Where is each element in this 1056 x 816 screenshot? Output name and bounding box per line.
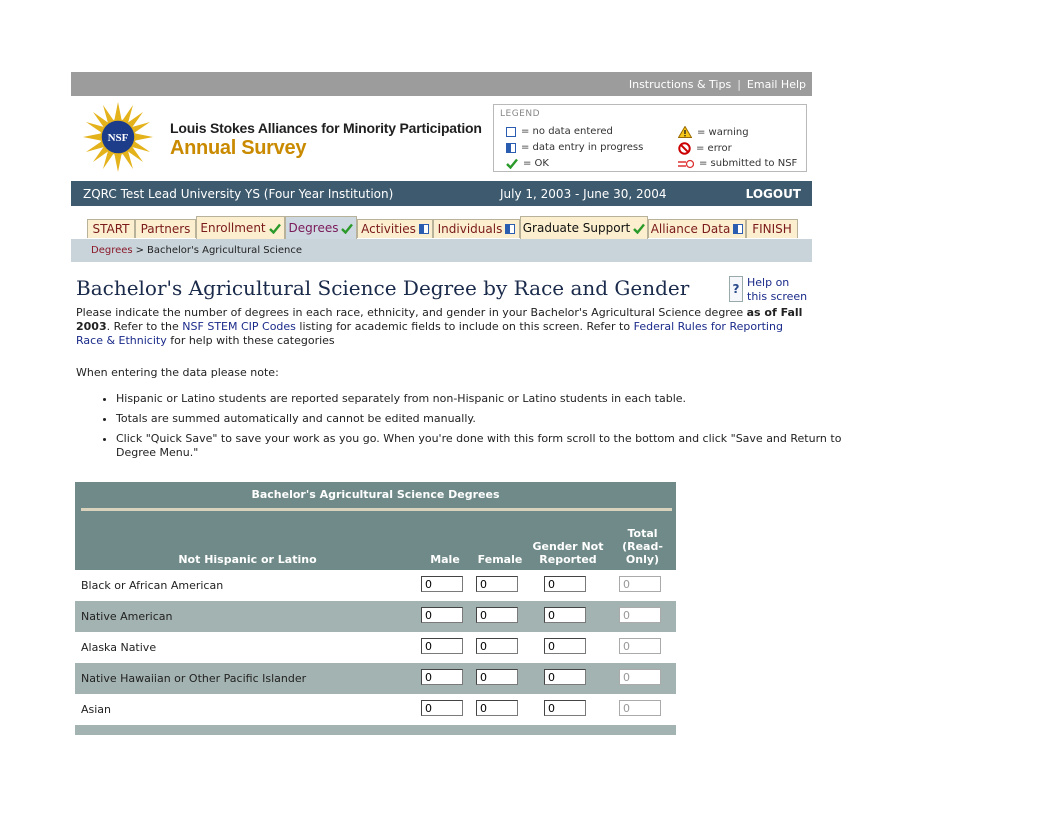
org-name: Louis Stokes Alliances for Minority Participation	[170, 120, 482, 136]
tab-label: Enrollment	[200, 221, 266, 235]
female-input[interactable]	[476, 607, 518, 623]
total-readonly-field	[619, 638, 661, 654]
submitted-icon	[678, 159, 694, 169]
gender-not-reported-input[interactable]	[544, 576, 586, 592]
empty-square-icon	[506, 127, 516, 137]
utility-bar	[71, 72, 812, 96]
intro-part: . Refer to the	[106, 320, 183, 333]
legend-ok	[506, 158, 549, 169]
row-label: Black or African American	[81, 579, 224, 592]
legend-label: = submitted to NSF	[699, 158, 798, 169]
tab-individuals[interactable]	[433, 219, 520, 238]
notes-list	[76, 392, 852, 466]
nsf-logo	[83, 102, 153, 172]
male-input[interactable]	[421, 607, 463, 623]
col-gender-not-reported	[527, 540, 609, 566]
intro-text	[76, 306, 812, 348]
gender-not-reported-input[interactable]	[544, 700, 586, 716]
table-row	[75, 632, 676, 663]
survey-page	[71, 72, 812, 262]
male-input[interactable]	[421, 638, 463, 654]
email-help-link[interactable]: Email Help	[746, 77, 806, 91]
table-footer	[75, 725, 676, 735]
tab-label: Partners	[140, 222, 191, 236]
table-caption: Bachelor's Agricultural Science Degrees	[251, 488, 500, 501]
check-icon	[633, 223, 645, 234]
tab-bar	[71, 206, 812, 239]
check-icon	[269, 223, 281, 234]
total-readonly-field	[619, 700, 661, 716]
legend-submitted	[678, 158, 797, 169]
help-on-screen[interactable]	[729, 276, 807, 304]
header	[71, 96, 812, 181]
legend-label: = error	[696, 143, 732, 154]
warning-icon	[678, 126, 692, 138]
intro-part: for help with these categories	[166, 334, 335, 347]
total-readonly-field	[619, 669, 661, 685]
intro-part: listing for academic fields to include on this screen. Refer to	[295, 320, 634, 333]
col-label: Only)	[625, 553, 660, 566]
legend-no-data	[506, 126, 613, 137]
intro-bold: as of Fall 2003	[76, 306, 803, 333]
col-label: (Read-	[622, 540, 663, 553]
institution-name: ZQRC Test Lead University YS (Four Year Institution)	[83, 186, 394, 201]
breadcrumb-degrees-link[interactable]: Degrees	[91, 245, 133, 256]
tab-label: Degrees	[288, 221, 339, 235]
error-icon	[678, 142, 691, 155]
instructions-link[interactable]: Instructions & Tips	[628, 77, 732, 91]
tab-activities[interactable]	[357, 219, 433, 238]
table-row	[75, 570, 676, 601]
col-label: Reported	[539, 553, 597, 566]
row-label: Native Hawaiian or Other Pacific Islander	[81, 672, 307, 685]
intro-part: Please indicate the number of degrees in each race, ethnicity, and gender in your Bachelor's Agricultural Science degree	[76, 306, 747, 319]
user-bar	[71, 181, 812, 206]
row-label: Asian	[81, 703, 112, 716]
tab-alliance-data[interactable]	[648, 219, 746, 238]
degrees-table	[75, 482, 676, 735]
survey-name: Annual Survey	[170, 137, 307, 159]
total-readonly-field	[619, 576, 661, 592]
tab-label: Individuals	[437, 222, 503, 236]
logout-button[interactable]: LOGOUT	[745, 186, 801, 201]
col-male: Male	[430, 553, 460, 566]
table-row	[75, 663, 676, 694]
list-item: • Click "Quick Save" to save your work as you go. When you're done with this form scroll to the bottom and click "Save and Return to Degree Menu."	[116, 432, 852, 460]
tab-enrollment[interactable]	[196, 216, 285, 239]
male-input[interactable]	[421, 700, 463, 716]
male-input[interactable]	[421, 669, 463, 685]
legend-in-progress	[506, 142, 643, 153]
legend-error	[678, 142, 732, 155]
legend-label: = no data entered	[521, 126, 613, 137]
male-input[interactable]	[421, 576, 463, 592]
help-link[interactable]	[747, 276, 807, 304]
logo-text: NSF	[107, 132, 129, 144]
check-icon	[341, 223, 353, 234]
gender-not-reported-input[interactable]	[544, 638, 586, 654]
table-row	[75, 694, 676, 725]
table-header	[75, 482, 676, 570]
female-input[interactable]	[476, 669, 518, 685]
group-header: Not Hispanic or Latino	[178, 553, 317, 566]
status-legend	[493, 104, 807, 172]
breadcrumb-separator: >	[135, 245, 144, 256]
legend-title: LEGEND	[500, 109, 541, 119]
tab-label: FINISH	[752, 222, 792, 236]
tab-label: Graduate Support	[522, 221, 631, 235]
row-label: Alaska Native	[81, 641, 157, 654]
legend-label: = warning	[697, 126, 749, 138]
table-row	[75, 601, 676, 632]
half-square-icon	[505, 224, 515, 234]
col-total	[615, 527, 670, 566]
col-label: Gender Not	[532, 540, 604, 553]
org-title	[170, 120, 482, 160]
federal-rules-link[interactable]: Federal Rules for Reporting Race & Ethnicity	[76, 320, 783, 347]
female-input[interactable]	[476, 576, 518, 592]
col-label: Total	[627, 527, 658, 540]
tab-finish[interactable]	[746, 219, 798, 238]
help-icon[interactable]: ?	[729, 276, 743, 302]
half-square-icon	[733, 224, 743, 234]
female-input[interactable]	[476, 638, 518, 654]
check-icon	[506, 158, 518, 169]
tab-partners[interactable]	[135, 219, 196, 238]
half-square-icon	[419, 224, 429, 234]
list-item: • Hispanic or Latino students are reported separately from non-Hispanic or Latino students in each table.	[116, 392, 852, 406]
col-female: Female	[477, 553, 523, 566]
half-square-icon	[506, 143, 516, 153]
legend-label: = OK	[523, 158, 549, 169]
total-readonly-field	[619, 607, 661, 623]
divider	[81, 508, 672, 511]
gender-not-reported-input[interactable]	[544, 669, 586, 685]
note-heading: When entering the data please note:	[76, 366, 279, 379]
breadcrumb	[71, 239, 812, 262]
list-item: • Totals are summed automatically and cannot be edited manually.	[116, 412, 852, 426]
reporting-period: July 1, 2003 - June 30, 2004	[500, 186, 667, 201]
legend-warning	[678, 126, 749, 138]
row-label: Native American	[81, 610, 173, 623]
tab-graduate-support[interactable]	[520, 216, 648, 239]
legend-label: = data entry in progress	[521, 142, 644, 153]
tab-degrees[interactable]	[285, 216, 357, 239]
tab-label: START	[92, 222, 130, 236]
tab-label: Activities	[361, 222, 416, 236]
divider: |	[737, 77, 741, 91]
help-line-1: Help on	[747, 276, 790, 289]
page-title: Bachelor's Agricultural Science Degree by Race and Gender	[76, 276, 690, 300]
tab-label: Alliance Data	[650, 222, 731, 236]
help-line-2: this screen	[747, 290, 808, 303]
gender-not-reported-input[interactable]	[544, 607, 586, 623]
nsf-stem-cip-link[interactable]: NSF STEM CIP Codes	[182, 320, 296, 333]
tab-start[interactable]	[87, 219, 135, 238]
breadcrumb-current: Bachelor's Agricultural Science	[147, 245, 303, 256]
female-input[interactable]	[476, 700, 518, 716]
